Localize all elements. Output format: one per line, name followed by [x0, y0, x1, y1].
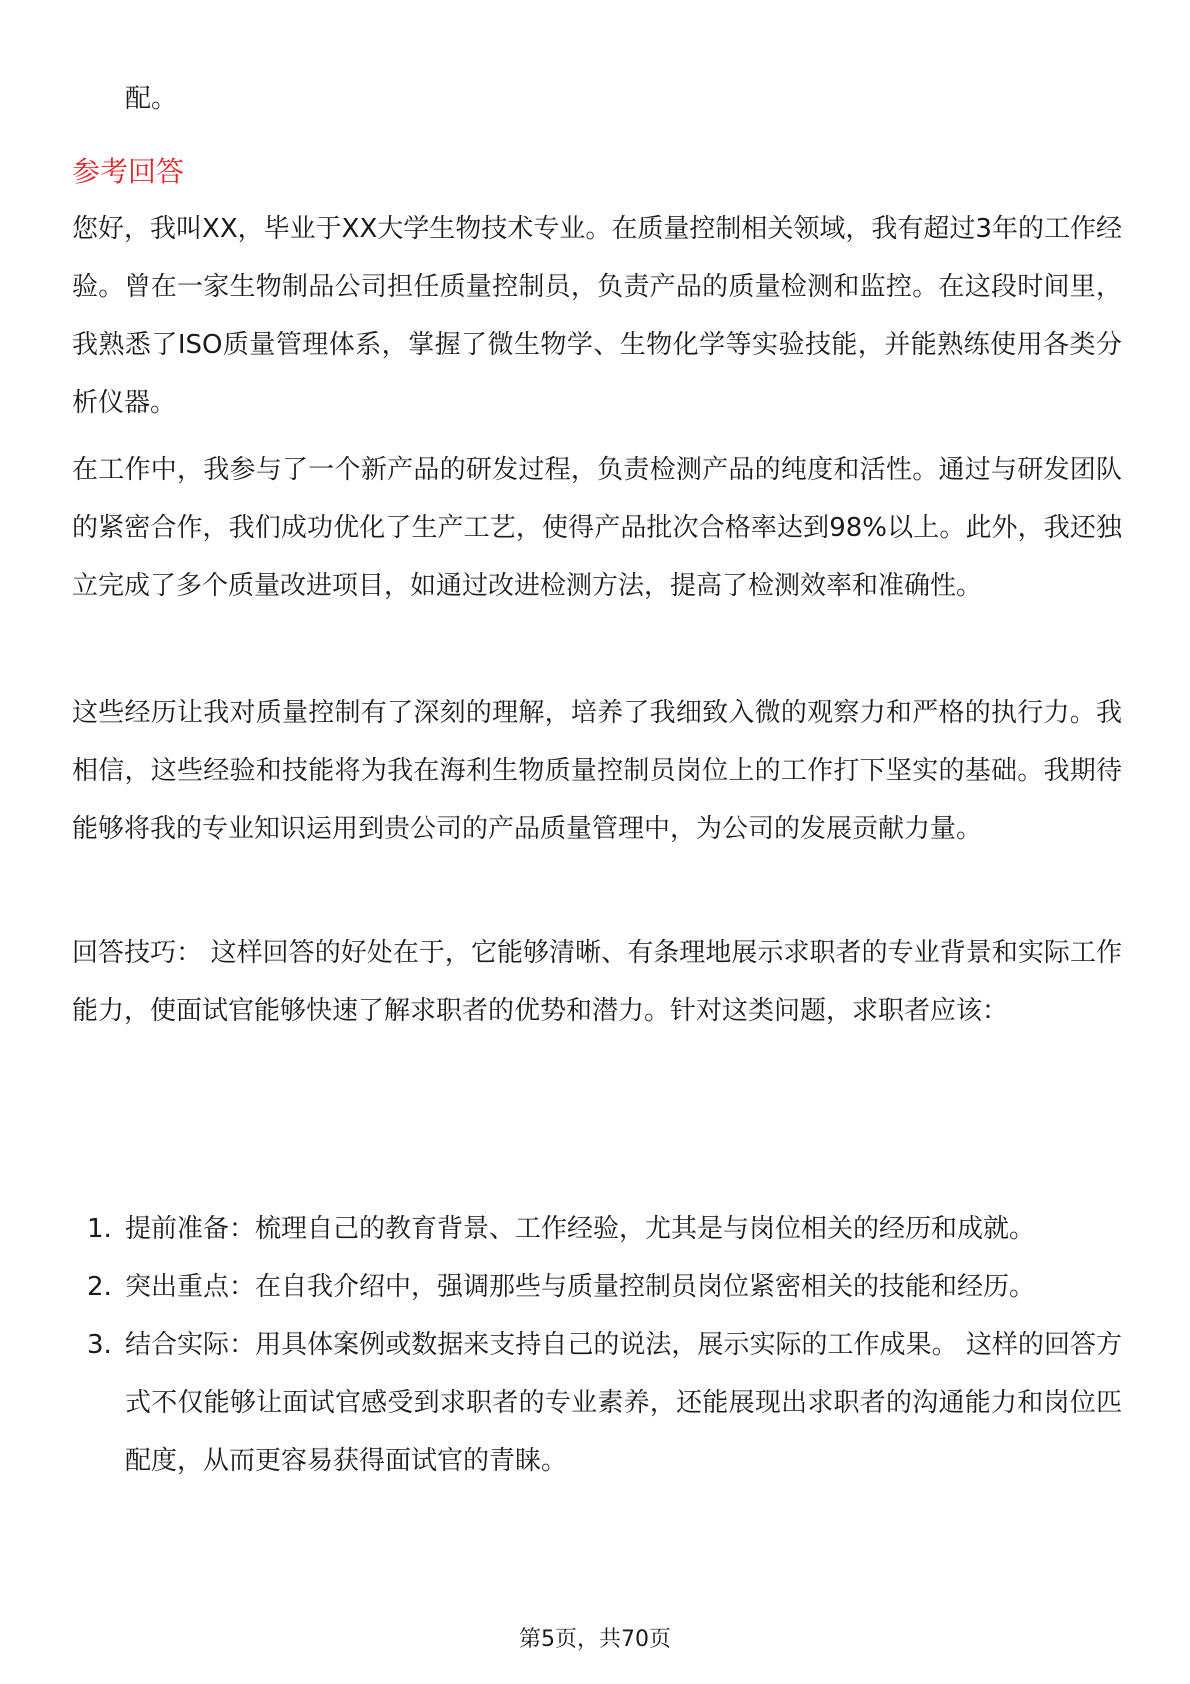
- list-number: 1.: [87, 1214, 112, 1244]
- page-footer: 第5页，共70页: [519, 1627, 671, 1652]
- answer-paragraph-3: 这些经历让我对质量控制有了深刻的理解，培养了我细致入微的观察力和严格的执行力。我相信，这些经验和技能将为我在海利生物质量控制员岗位上的工作打下坚实的基础。我期待能够将我的专业知识运用到贵公司的产品质量管理中，为公司的发展贡献力量。: [72, 698, 1122, 844]
- tips-list: [72, 1200, 1122, 1490]
- list-number: 3.: [87, 1330, 112, 1360]
- list-item: [72, 1316, 1122, 1490]
- answer-paragraph-1: 您好，我叫XX，毕业于XX大学生物技术专业。在质量控制相关领域，我有超过3年的工作经验。曾在一家生物制品公司担任质量控制员，负责产品的质量检测和监控。在这段时间里，我熟悉了ISO质量管理体系，掌握了微生物学、生物化学等实验技能，并能熟练使用各类分析仪器。: [72, 214, 1122, 418]
- list-item: [72, 1200, 1122, 1258]
- list-item-text: 提前准备：梳理自己的教育背景、工作经验，尤其是与岗位相关的经历和成就。: [125, 1214, 1036, 1244]
- list-item: [72, 1258, 1122, 1316]
- list-number: 2.: [87, 1272, 112, 1302]
- list-item-text: 结合实际：用具体案例或数据来支持自己的说法，展示实际的工作成果。 这样的回答方式不仅能够让面试官感受到求职者的专业素养，还能展现出求职者的沟通能力和岗位匹配度，从而更容易获得面试官的青睐。: [125, 1330, 1122, 1476]
- continuation-text: 配。: [125, 84, 178, 114]
- section-title: 参考回答: [72, 155, 185, 188]
- list-item-text: 突出重点：在自我介绍中，强调那些与质量控制员岗位紧密相关的技能和经历。: [125, 1272, 1036, 1302]
- answer-paragraph-2: 在工作中，我参与了一个新产品的研发过程，负责检测产品的纯度和活性。通过与研发团队的紧密合作，我们成功优化了生产工艺，使得产品批次合格率达到98%以上。此外，我还独立完成了多个质量改进项目，如通过改进检测方法，提高了检测效率和准确性。: [72, 455, 1122, 601]
- tips-intro-paragraph: 回答技巧： 这样回答的好处在于，它能够清晰、有条理地展示求职者的专业背景和实际工作能力，使面试官能够快速了解求职者的优势和潜力。针对这类问题，求职者应该：: [72, 938, 1122, 1026]
